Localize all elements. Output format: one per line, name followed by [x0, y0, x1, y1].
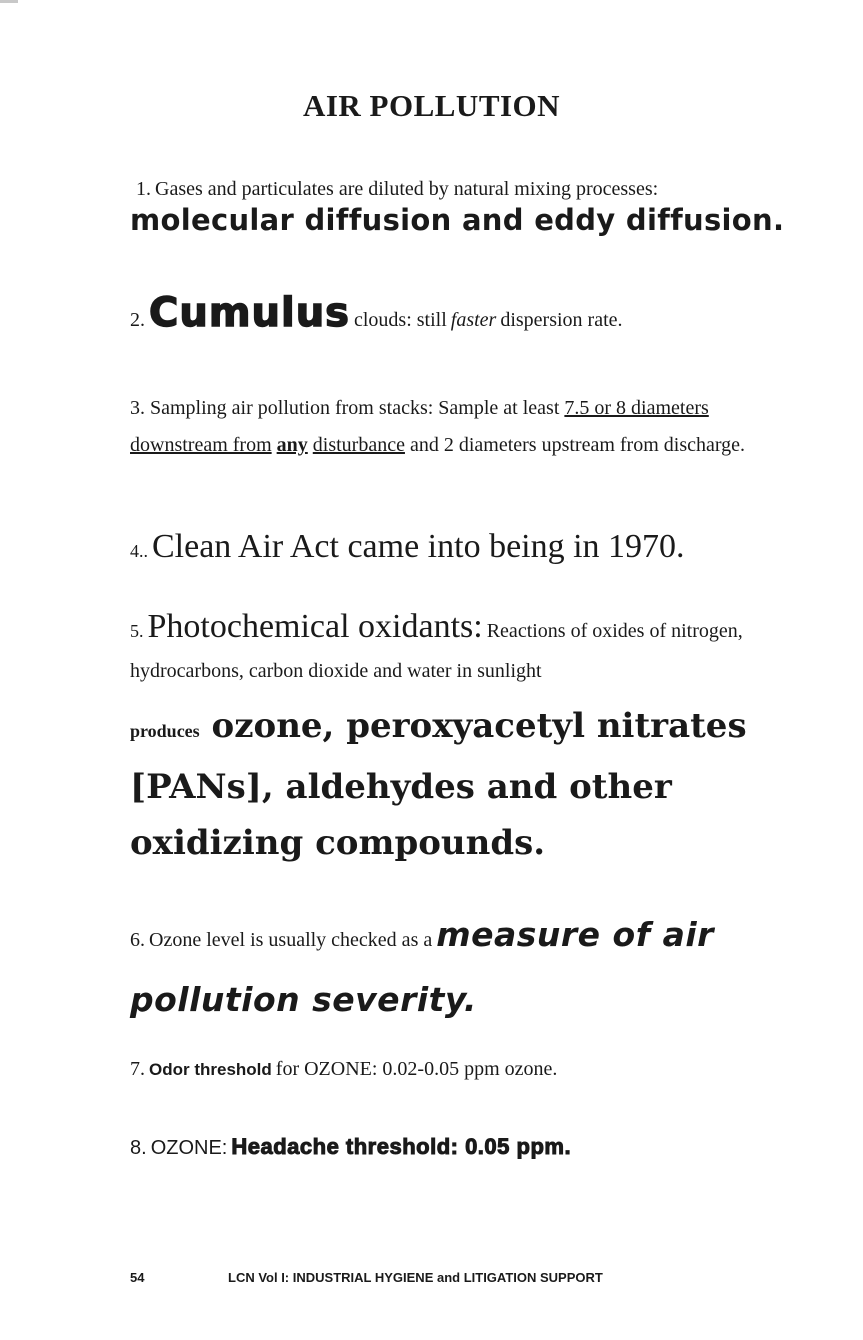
- item-2-text: clouds: still: [353, 309, 447, 331]
- item-5-text: Reactions of oxides of nitrogen, hydrocarbons, carbon dioxide and water in sunlight: [130, 620, 743, 682]
- item-5: [130, 608, 770, 871]
- item-8-label: OZONE:: [150, 1137, 228, 1159]
- item-5-heading: Photochemical oxidants:: [147, 608, 483, 645]
- item-7-text: for OZONE: 0.02-0.05 ppm ozone.: [275, 1058, 558, 1080]
- item-5-emphasis: ozone, peroxyacetyl nitrates [PANs], aldehydes and other oxidizing compounds.: [130, 706, 747, 863]
- item-1-number: 1.: [136, 178, 151, 200]
- item-5-produces: produces: [130, 721, 200, 741]
- item-2: [130, 290, 810, 336]
- item-3-number: 3.: [130, 397, 145, 419]
- scan-corner-mark: [0, 0, 18, 3]
- item-3-text-end: and 2 diameters upstream from discharge.: [409, 434, 746, 456]
- item-7-bold: Odor threshold: [149, 1060, 272, 1079]
- item-4: [130, 528, 810, 566]
- item-1-text: Gases and particulates are diluted by natural mixing processes:: [155, 178, 659, 200]
- item-6-emphasis: measure of air pollution severity.: [130, 915, 714, 1019]
- item-3: [130, 390, 750, 464]
- item-1-emphasis: molecular diffusion and eddy diffusion.: [130, 203, 785, 237]
- item-1: [130, 178, 810, 237]
- item-2-cumulus: Cumulus: [149, 290, 350, 336]
- item-5-number: 5.: [130, 621, 144, 641]
- item-8-emphasis: Headache threshold: 0.05 ppm.: [231, 1134, 572, 1159]
- item-2-italic: faster: [450, 309, 497, 331]
- item-4-text: Clean Air Act came into being in 1970.: [152, 528, 685, 565]
- item-6-text: Ozone level is usually checked as a: [149, 929, 433, 951]
- page-number: 54: [130, 1270, 145, 1285]
- item-6-number: 6.: [130, 929, 145, 951]
- footer-text: LCN Vol I: INDUSTRIAL HYGIENE and LITIGATION SUPPORT: [228, 1270, 603, 1285]
- item-7: [130, 1058, 810, 1081]
- item-6: [130, 906, 810, 1036]
- item-8-number: 8.: [130, 1137, 147, 1159]
- page-title: AIR POLLUTION: [302, 88, 561, 123]
- item-3-underlined-2: disturbance: [312, 434, 405, 456]
- item-2-number: 2.: [130, 309, 145, 331]
- item-2-text-end: dispersion rate.: [500, 309, 623, 331]
- item-3-underlined-bold: any: [276, 434, 308, 456]
- item-3-underlined-1: 7.5 or 8 diameters downstream from: [130, 397, 709, 456]
- item-3-text: Sampling air pollution from stacks: Sample at least: [150, 397, 560, 419]
- item-8: [130, 1134, 810, 1160]
- item-4-number: 4..: [130, 541, 148, 561]
- item-7-number: 7.: [130, 1058, 145, 1080]
